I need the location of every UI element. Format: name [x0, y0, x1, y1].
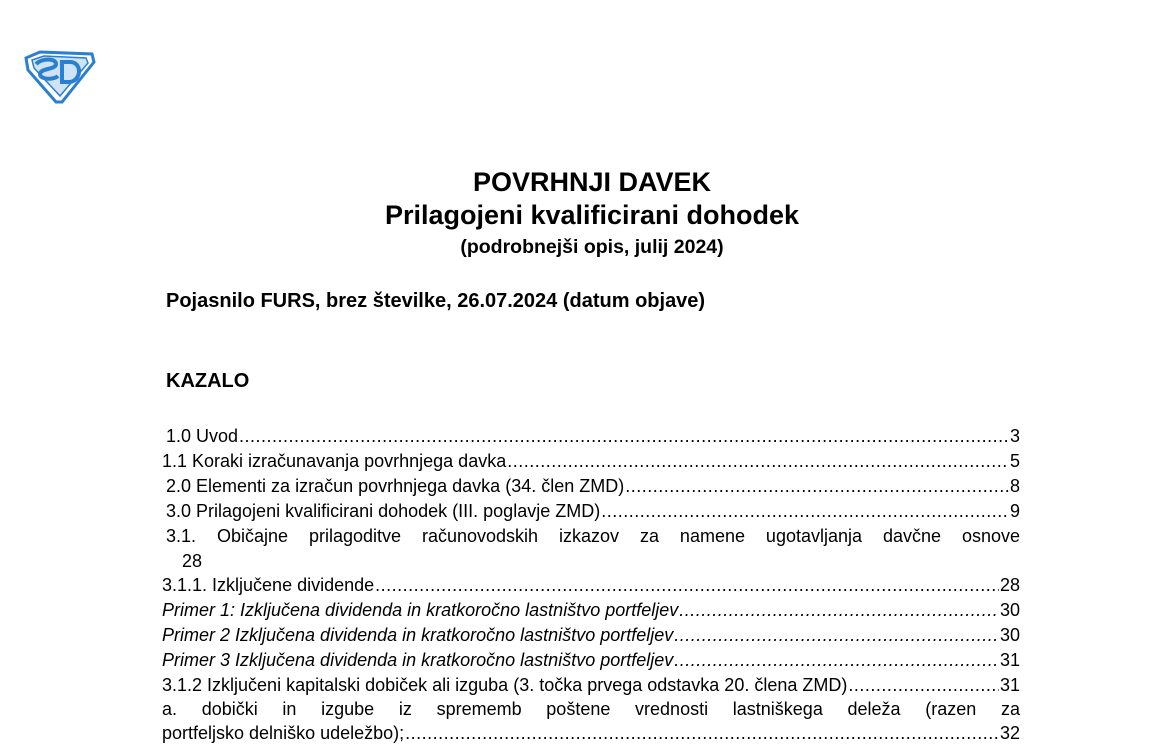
toc-entry-page: 30 — [999, 600, 1020, 620]
toc-entry-text: 3.1.2 Izključeni kapitalski dobiček ali izguba (3. točka prvega odstavka 20. člena ZMD) — [162, 675, 848, 695]
title-block — [0, 166, 1157, 262]
toc-entry-text: 3.1.1. Izključene dividende — [162, 575, 375, 595]
toc-entry-text: Primer 2 Izključena dividenda in kratkoročno lastništvo portfeljev — [162, 625, 674, 645]
toc-heading: KAZALO — [166, 370, 250, 392]
toc-entry-text: 1.0 Uvod — [166, 426, 239, 446]
toc-entry-page: 28 — [999, 575, 1020, 595]
toc-leader-dots — [679, 598, 999, 622]
toc-leader-dots — [625, 474, 1009, 498]
toc-entry-text: portfeljsko delniško udeležbo); — [162, 723, 405, 743]
toc-entry-text[interactable]: 3.1. Običajne prilagoditve računovodskih izkazov za namene ugotavljanja davčne osnove — [166, 526, 1020, 546]
toc-leader-dots — [375, 573, 999, 597]
toc-entry[interactable] — [162, 648, 1020, 672]
toc-entry-page: 8 — [1009, 476, 1020, 496]
toc-leader-dots — [674, 623, 999, 647]
toc-leader-dots — [239, 424, 1009, 448]
toc-entry[interactable] — [166, 499, 1020, 523]
toc-entry[interactable] — [162, 623, 1020, 647]
toc-entry[interactable] — [166, 474, 1020, 498]
toc-leader-dots — [405, 721, 999, 745]
document-description: (podrobnejši opis, julij 2024) — [460, 236, 724, 258]
toc-entry-text[interactable]: a. dobički in izgube iz sprememb poštene vrednosti lastniškega deleža (razen za — [162, 699, 1020, 719]
toc-entry[interactable] — [162, 598, 1020, 622]
toc-leader-dots — [848, 673, 999, 697]
toc-entry-page: 9 — [1009, 501, 1020, 521]
toc-entry[interactable] — [162, 721, 1020, 745]
toc-entry-text: 2.0 Elementi za izračun povrhnjega davka (34. člen ZMD) — [166, 476, 625, 496]
toc-entry-page: 30 — [999, 625, 1020, 645]
toc-entry-text: Primer 3 Izključena dividenda in kratkoročno lastništvo portfeljev — [162, 650, 674, 670]
toc-leader-dots — [601, 499, 1009, 523]
document-subtitle: Prilagojeni kvalificirani dohodek — [384, 200, 800, 230]
toc-leader-dots — [674, 648, 999, 672]
toc-entry-text: 3.0 Prilagojeni kvalificirani dohodek (III. poglavje ZMD) — [166, 501, 601, 521]
toc-entry[interactable] — [162, 673, 1020, 697]
toc-entry-page: 31 — [999, 650, 1020, 670]
toc-entry-text: 1.1 Koraki izračunavanja povrhnjega davka — [162, 451, 507, 471]
toc-entry[interactable] — [162, 449, 1020, 473]
toc-entry[interactable] — [162, 573, 1020, 597]
document-source: Pojasnilo FURS, brez številke, 26.07.2024 (datum objave) — [166, 290, 706, 312]
document-title: POVRHNJI DAVEK — [472, 167, 712, 197]
toc-entry-page: 28 — [182, 551, 203, 571]
toc-entry-page: 31 — [999, 675, 1020, 695]
toc-entry-page: 3 — [1009, 426, 1020, 446]
toc-entry-page: 32 — [999, 723, 1020, 743]
toc-entry-page: 5 — [1009, 451, 1020, 471]
toc-leader-dots — [507, 449, 1009, 473]
toc-entry[interactable] — [166, 424, 1020, 448]
company-logo — [22, 48, 96, 104]
toc-entry-text: Primer 1: Izključena dividenda in kratkoročno lastništvo portfeljev — [162, 600, 679, 620]
